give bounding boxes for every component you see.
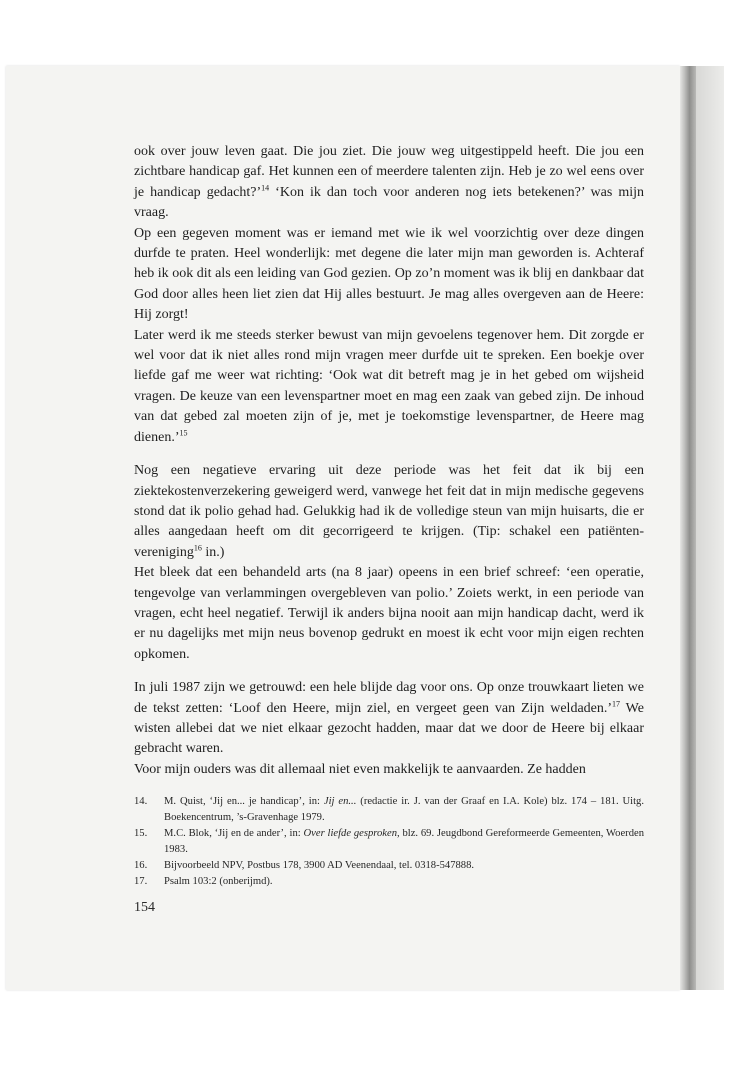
book-spine	[680, 66, 696, 990]
paragraph-text: in.)	[201, 544, 225, 560]
paragraph-text: ook over jouw leven gaat. Die jou ziet. Die jouw weg uitgestippeld heeft. Die jou een zichtbare handicap gaf. Het kunnen een of meerdere talenten zijn. Heb je zo wel eens over je handicap gedacht?’	[134, 144, 644, 200]
footnote-text-part: Bijvoorbeeld NPV, Postbus 178, 3900 AD Veenendaal, tel. 0318-547888.	[164, 860, 475, 871]
footnote	[134, 826, 644, 858]
footnotes	[134, 794, 644, 890]
footnote-text-part: M.C. Blok, ‘Jij en de ander’, in:	[164, 828, 304, 839]
footnote-number: 16.	[134, 860, 148, 871]
paragraph	[134, 142, 644, 224]
footnote-text	[164, 858, 644, 874]
paragraph	[134, 326, 644, 448]
footnote-text-part: Psalm 103:2 (onberijmd).	[164, 876, 273, 887]
paragraph	[134, 678, 644, 760]
paragraph	[134, 760, 644, 780]
footnote-text-part: (redactie ir. J. van der Graaf en I.A. Kole) blz. 174 – 181. Uitg. Boekencentrum, ’s-Gravenhage 1979.	[164, 796, 645, 823]
footnote	[134, 794, 644, 826]
paragraph-text: Voor mijn ouders was dit allemaal niet even makkelijk te aanvaarden. Ze hadden	[134, 761, 586, 777]
page-edge	[696, 66, 724, 990]
page-number: 154	[134, 900, 155, 915]
paragraph-text: Op een gegeven moment was er iemand met wie ik wel voorzichtig over deze dingen durfde te praten. Heel wonderlijk: met degene die later mijn man geworden is. Achteraf heb ik ook dit als een leiding van God gezien. Op zo’n moment was ik blij en dankbaar dat God door alles heen liet zien dat Hij alles bestuurt. Je mag alles overgeven aan de Heere: Hij zorgt!	[134, 225, 644, 323]
footnote-number: 14.	[134, 796, 148, 807]
footnote	[134, 858, 644, 874]
paragraph-text: Later werd ik me steeds sterker bewust van mijn gevoelens tegenover hem. Dit zorgde er wel voor dat ik niet alles rond mijn vragen meer durfde uit te spreken. Een boekje over liefde gaf me weer wat richting: ‘Ook wat dit betreft mag je in het gebed om wijsheid vragen. De keuze van een levenspartner moet en mag een zaak van gebed zijn. De inhoud van dat gebed zal moeten zijn of je, met je toekomstige levenspartner, de Heere mag dienen.’	[134, 327, 644, 445]
paragraph	[134, 563, 644, 665]
paragraph-text: ‘Kon ik dan toch voor anderen nog iets betekenen?’ was mijn vraag.	[134, 184, 644, 221]
footnote-reference: 17	[612, 698, 621, 708]
paragraph	[134, 461, 644, 563]
footnote-number: 15.	[134, 828, 148, 839]
paragraph-text: In juli 1987 zijn we getrouwd: een hele blijde dag voor ons. Op onze trouwkaart lieten we de tekst zetten: ‘Loof den Heere, mijn ziel, en vergeet geen van Zijn weldaden.’	[134, 680, 644, 716]
footnote	[134, 874, 644, 890]
footnote-text	[164, 826, 644, 858]
footnote-title: Over liefde gesproken,	[303, 828, 400, 839]
footnote-number: 17.	[134, 876, 148, 887]
footnote-text-part: blz. 69. Jeugdbond Gereformeerde Gemeenten, Woerden 1983.	[164, 828, 644, 855]
footnote-reference: 15	[179, 428, 188, 438]
footnote-reference: 14	[261, 183, 270, 193]
footnote-text-part: M. Quist, ‘Jij en... je handicap’, in:	[164, 796, 324, 807]
paragraph-text: Nog een negatieve ervaring uit deze periode was het feit dat ik bij een ziektekostenverzekering geweigerd werd, vanwege het feit dat in mijn medische gegevens stond dat ik polio gehad had. Gelukkig had ik de volledige steun van mijn huisarts, die er alles aangedaan heeft om dit gecorrigeerd te krijgen. (Tip: schakel een patiënten-vereniging	[134, 463, 644, 560]
footnote-reference: 16	[193, 543, 202, 553]
footnote-text	[164, 794, 644, 826]
footnote-text	[164, 874, 644, 890]
body-text	[134, 142, 644, 780]
paragraph-text: We wisten allebei dat we niet elkaar gezocht hadden, maar dat we door de Heere bij elkaar gebracht waren.	[134, 700, 644, 757]
paragraph	[134, 224, 644, 326]
footnote-title: Jij en...	[323, 796, 357, 807]
paragraph-text: Het bleek dat een behandeld arts (na 8 jaar) opeens in een brief schreef: ‘een operatie, tengevolge van verlammingen overgebleven van polio.’ Zoiets werkt, in een periode van vragen, echt heel negatief. Terwijl ik anders bijna nooit aan mijn handicap dacht, werd ik er nu dagelijks met mijn neus bovenop gedrukt en moest ik echt voor mijn eigen rechten opkomen.	[134, 565, 644, 662]
